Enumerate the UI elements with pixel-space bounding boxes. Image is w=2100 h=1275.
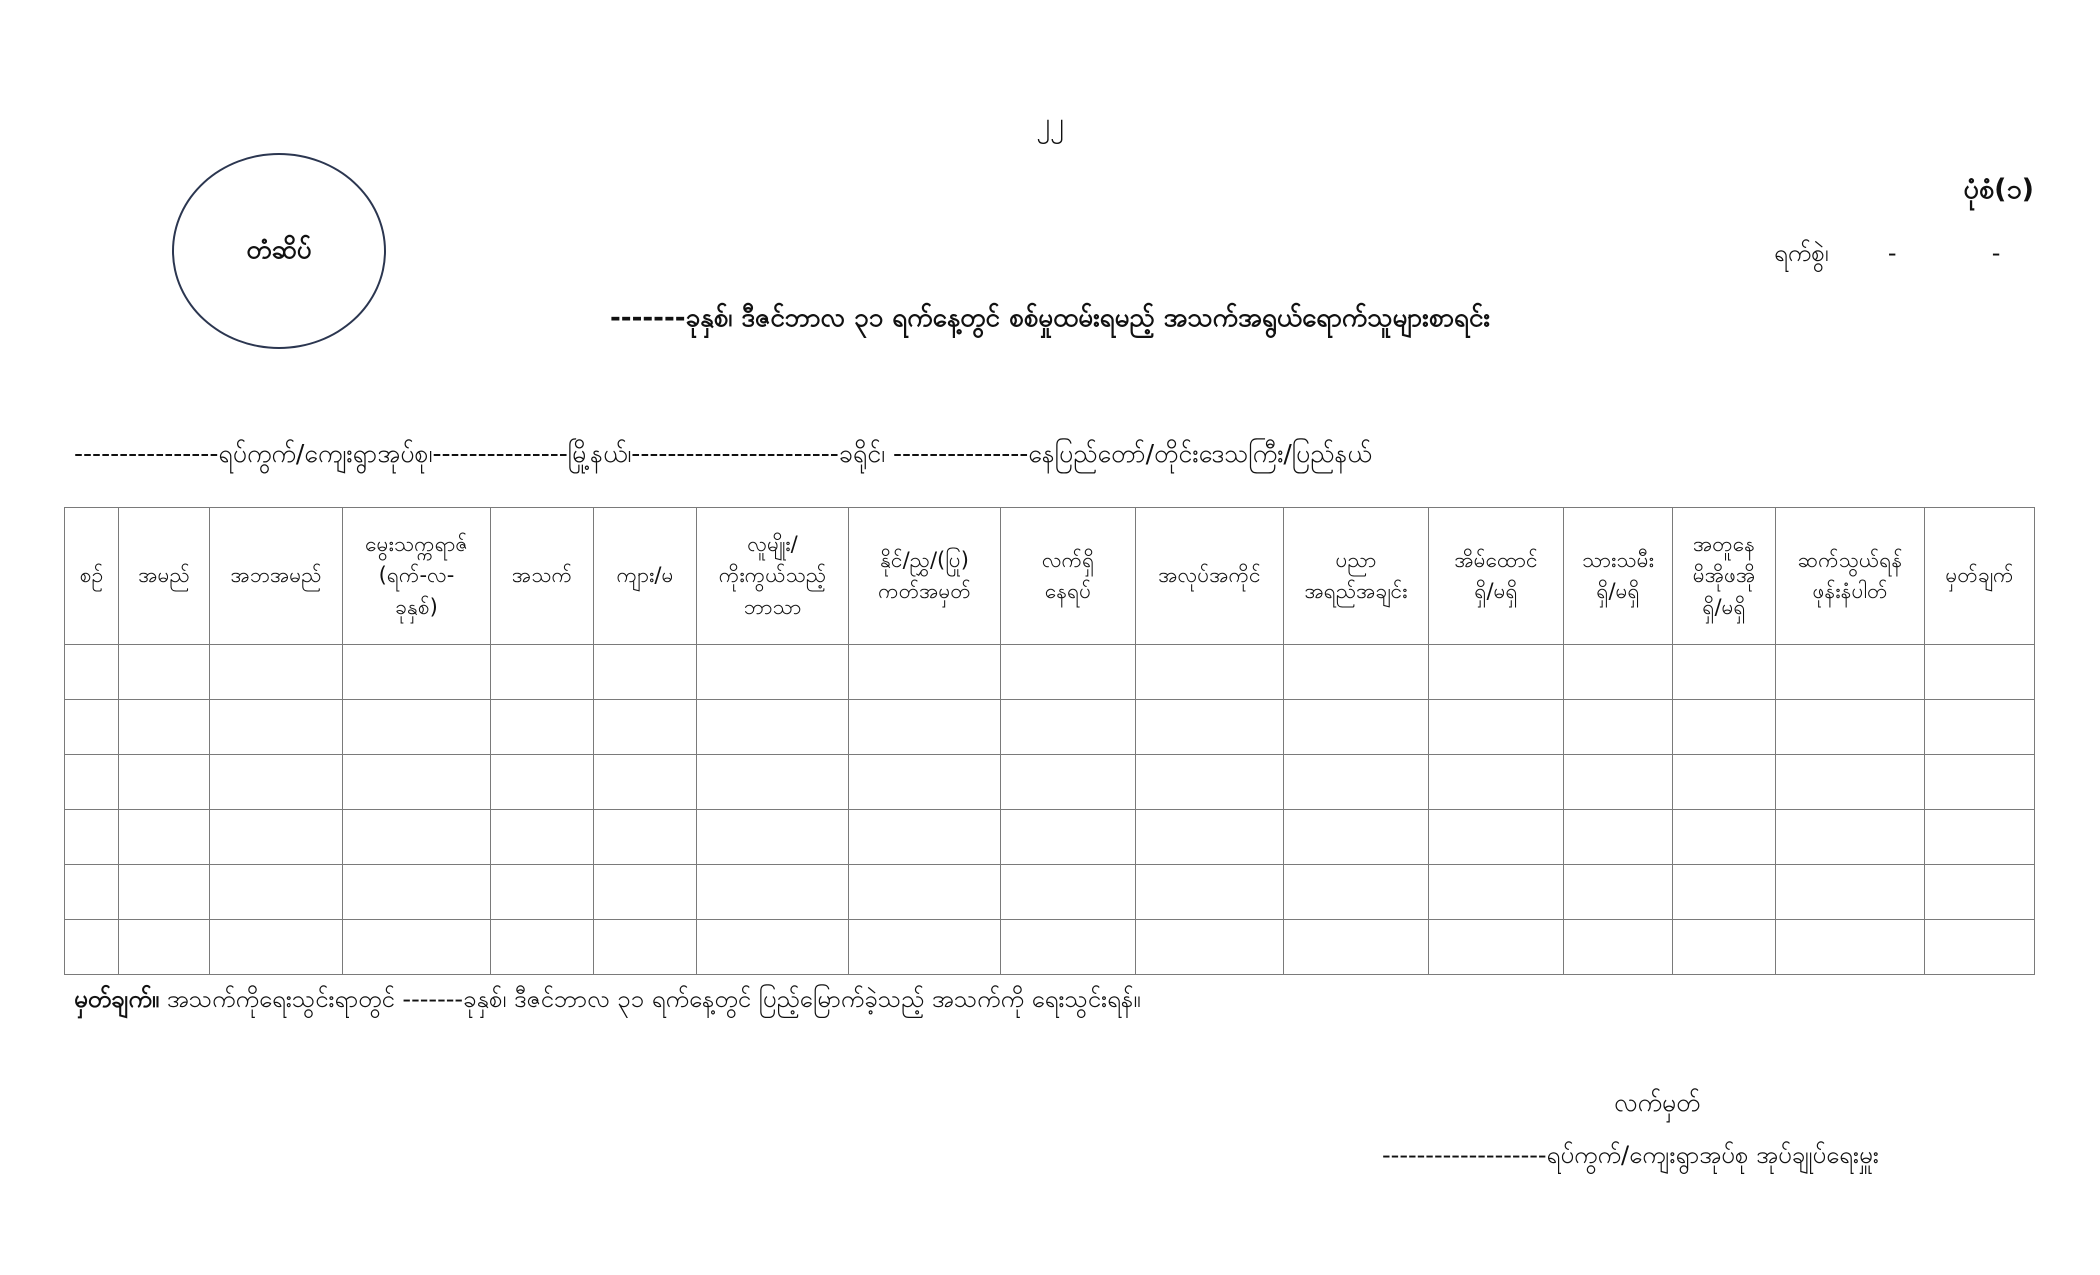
column-header [1925, 508, 2035, 645]
column-header-line: လက်ရှိ [1041, 547, 1095, 572]
table-cell[interactable] [1001, 865, 1136, 920]
column-header-line: ကတ်အမှတ် [878, 579, 971, 603]
column-header-line: ရှိ/မရှိ [1474, 579, 1518, 603]
table-cell[interactable] [491, 810, 594, 865]
column-header [119, 508, 210, 645]
column-header-line: အဘအမည် [230, 563, 322, 588]
table-cell[interactable] [1284, 920, 1429, 975]
signature-label: လက်မှတ် [1614, 1088, 1701, 1117]
date-separator: - [1991, 239, 2001, 267]
table-cell[interactable] [594, 700, 697, 755]
table-cell[interactable] [594, 755, 697, 810]
column-header-line: အသက် [511, 563, 573, 588]
table-cell[interactable] [1284, 645, 1429, 700]
table-cell[interactable] [1429, 645, 1564, 700]
table-row [65, 700, 2035, 755]
column-header [1564, 508, 1673, 645]
table-cell[interactable] [1776, 755, 1925, 810]
document-title: -------ခုနှစ်၊ ဒီဇင်ဘာလ ၃၁ ရက်နေ့တွင် စစ်မှုထမ်းရမည့် အသက်အရွယ်ရောက်သူများစာရင်း [609, 303, 1490, 333]
table-cell[interactable] [119, 810, 210, 865]
table-cell[interactable] [343, 645, 491, 700]
column-header-line: ကျား/မ [616, 563, 674, 588]
table-cell[interactable] [1564, 920, 1673, 975]
column-header-line: ဖုန်းနံပါတ် [1812, 579, 1888, 603]
column-header-line: မိအိုဖအို [1692, 563, 1756, 588]
column-header [1429, 508, 1564, 645]
page-number: ၂၂ [1036, 106, 1064, 139]
table-cell[interactable] [1564, 810, 1673, 865]
footnote-text: အသက်ကိုရေးသွင်းရာတွင် -------ခုနှစ်၊ ဒီဇင်ဘာလ ၃၁ ရက်နေ့တွင် ပြည့်မြောက်ခဲ့သည့် အသက်ကို ရေးသွင်းရန်။ [159, 985, 1141, 1013]
table-cell[interactable] [65, 865, 119, 920]
table-cell[interactable] [594, 920, 697, 975]
table-cell[interactable] [119, 645, 210, 700]
table-cell[interactable] [697, 645, 849, 700]
table-cell[interactable] [491, 755, 594, 810]
table-cell[interactable] [1001, 755, 1136, 810]
table-cell[interactable] [1925, 865, 2035, 920]
column-header-line: မှတ်ချက် [1945, 563, 2014, 588]
table-cell[interactable] [1925, 755, 2035, 810]
table-cell[interactable] [65, 700, 119, 755]
table-cell[interactable] [849, 645, 1001, 700]
table-cell[interactable] [849, 700, 1001, 755]
table-cell[interactable] [1673, 810, 1776, 865]
table-cell[interactable] [343, 810, 491, 865]
table-cell[interactable] [1925, 810, 2035, 865]
table-cell[interactable] [849, 865, 1001, 920]
column-header [1673, 508, 1776, 645]
table-cell[interactable] [1001, 700, 1136, 755]
table-cell[interactable] [1001, 810, 1136, 865]
register-table [64, 507, 2035, 975]
table-cell[interactable] [594, 865, 697, 920]
table-cell[interactable] [119, 920, 210, 975]
column-header-line: ခုနှစ်) [395, 594, 438, 619]
table-cell[interactable] [1284, 700, 1429, 755]
table-cell[interactable] [1564, 865, 1673, 920]
column-header-line: လူမျိုး/ [747, 531, 798, 556]
table-row [65, 920, 2035, 975]
table-cell[interactable] [1564, 755, 1673, 810]
column-header-line: သားသမီး [1582, 547, 1654, 572]
table-cell[interactable] [1136, 755, 1284, 810]
table-cell[interactable] [65, 810, 119, 865]
table-cell[interactable] [119, 865, 210, 920]
table-cell[interactable] [1673, 865, 1776, 920]
table-cell[interactable] [1776, 645, 1925, 700]
table-cell[interactable] [343, 865, 491, 920]
table-cell[interactable] [491, 700, 594, 755]
table-cell[interactable] [594, 810, 697, 865]
table-cell[interactable] [1429, 700, 1564, 755]
column-header [343, 508, 491, 645]
table-cell[interactable] [1673, 755, 1776, 810]
column-header-line: အမည် [138, 563, 190, 588]
table-cell[interactable] [849, 755, 1001, 810]
table-cell[interactable] [1925, 920, 2035, 975]
table-cell[interactable] [491, 645, 594, 700]
column-header-line: ရှိ/မရှိ [1596, 579, 1640, 603]
table-cell[interactable] [210, 920, 343, 975]
column-header [697, 508, 849, 645]
column-header [491, 508, 594, 645]
signature-line: -------------------ရပ်ကွက်/ကျေးရွာအုပ်စု အုပ်ချုပ်ရေးမှူး [1382, 1141, 1879, 1169]
table-cell[interactable] [1429, 865, 1564, 920]
column-header-line: အိမ်ထောင် [1454, 547, 1538, 572]
footnote [74, 983, 1141, 1019]
column-header [849, 508, 1001, 645]
table-cell[interactable] [1776, 865, 1925, 920]
column-header-line: နိုင်/ညွှ/(ပြု) [880, 547, 969, 572]
column-header-line: (ရက်-လ- [378, 563, 455, 588]
table-cell[interactable] [1564, 645, 1673, 700]
table-cell[interactable] [849, 920, 1001, 975]
footnote-label: မှတ်ချက်။ [74, 985, 160, 1013]
table-cell[interactable] [1429, 755, 1564, 810]
table-cell[interactable] [119, 755, 210, 810]
table-cell[interactable] [1776, 920, 1925, 975]
table-cell[interactable] [210, 810, 343, 865]
column-header-line: အရည်အချင်း [1304, 579, 1408, 603]
table-cell[interactable] [1284, 755, 1429, 810]
table-cell[interactable] [697, 810, 849, 865]
table-cell[interactable] [1136, 700, 1284, 755]
column-header [1776, 508, 1925, 645]
column-header-line: အလုပ်အကိုင် [1158, 563, 1261, 588]
table-cell[interactable] [697, 865, 849, 920]
table-cell[interactable] [1429, 810, 1564, 865]
column-header-line: ကိုးကွယ်သည့် [718, 563, 827, 588]
table-row [65, 755, 2035, 810]
form-id: ပုံစံ(၁) [1963, 174, 2034, 205]
table-cell[interactable] [343, 700, 491, 755]
table-cell[interactable] [210, 645, 343, 700]
column-header-line: စဉ် [79, 563, 104, 588]
table-cell[interactable] [1136, 810, 1284, 865]
table-cell[interactable] [1136, 865, 1284, 920]
table-cell[interactable] [1673, 700, 1776, 755]
seal-label: တံဆိပ် [246, 234, 312, 265]
table-cell[interactable] [1136, 645, 1284, 700]
column-header [594, 508, 697, 645]
column-header [65, 508, 119, 645]
column-header-line: မွေးသက္ကရာဇ် [365, 531, 468, 556]
table-cell[interactable] [1925, 700, 2035, 755]
table-body [65, 645, 2035, 975]
date-separator: - [1887, 239, 1897, 267]
table-cell[interactable] [491, 920, 594, 975]
table-cell[interactable] [1001, 920, 1136, 975]
column-header [1284, 508, 1429, 645]
table-cell[interactable] [343, 920, 491, 975]
table-cell[interactable] [65, 755, 119, 810]
table-cell[interactable] [119, 700, 210, 755]
table-cell[interactable] [65, 645, 119, 700]
table-cell[interactable] [491, 865, 594, 920]
table-cell[interactable] [697, 755, 849, 810]
date-row [1774, 237, 2000, 273]
table-cell[interactable] [343, 755, 491, 810]
table-cell[interactable] [210, 865, 343, 920]
column-header-line: ပညာ [1335, 547, 1377, 572]
column-header-line: ဘာသာ [743, 594, 802, 619]
table-cell[interactable] [594, 645, 697, 700]
column-header-line: နေရပ် [1044, 579, 1092, 603]
table-cell[interactable] [849, 810, 1001, 865]
table-cell[interactable] [1284, 810, 1429, 865]
table-cell[interactable] [1776, 810, 1925, 865]
column-header [210, 508, 343, 645]
column-header-line: ရှိ/မရှိ [1702, 594, 1746, 619]
table-cell[interactable] [1136, 920, 1284, 975]
table-cell[interactable] [1925, 645, 2035, 700]
table-row [65, 645, 2035, 700]
column-header [1136, 508, 1284, 645]
table-cell[interactable] [1564, 700, 1673, 755]
table-cell[interactable] [210, 700, 343, 755]
table-cell[interactable] [1429, 920, 1564, 975]
table-cell[interactable] [1001, 645, 1136, 700]
table-cell[interactable] [1673, 920, 1776, 975]
table-cell[interactable] [697, 920, 849, 975]
column-header-line: ဆက်သွယ်ရန် [1797, 547, 1903, 572]
table-row [65, 810, 2035, 865]
table-cell[interactable] [1776, 700, 1925, 755]
table-cell[interactable] [1284, 865, 1429, 920]
column-header-line: အတူနေ [1693, 531, 1755, 556]
table-cell[interactable] [1673, 645, 1776, 700]
table-header-row [65, 508, 2035, 645]
table-cell[interactable] [210, 755, 343, 810]
location-line: ----------------ရပ်ကွက်/ကျေးရွာအုပ်စု၊---------------မြို့နယ်၊-----------------------ခရိုင်၊ ---------------နေပြည်တော်/တိုင်းဒေသကြီး/ပြည်နယ် [74, 439, 1372, 468]
column-header [1001, 508, 1136, 645]
date-label: ရက်စွဲ၊ [1774, 239, 1829, 267]
table-cell[interactable] [65, 920, 119, 975]
table-cell[interactable] [697, 700, 849, 755]
table-row [65, 865, 2035, 920]
